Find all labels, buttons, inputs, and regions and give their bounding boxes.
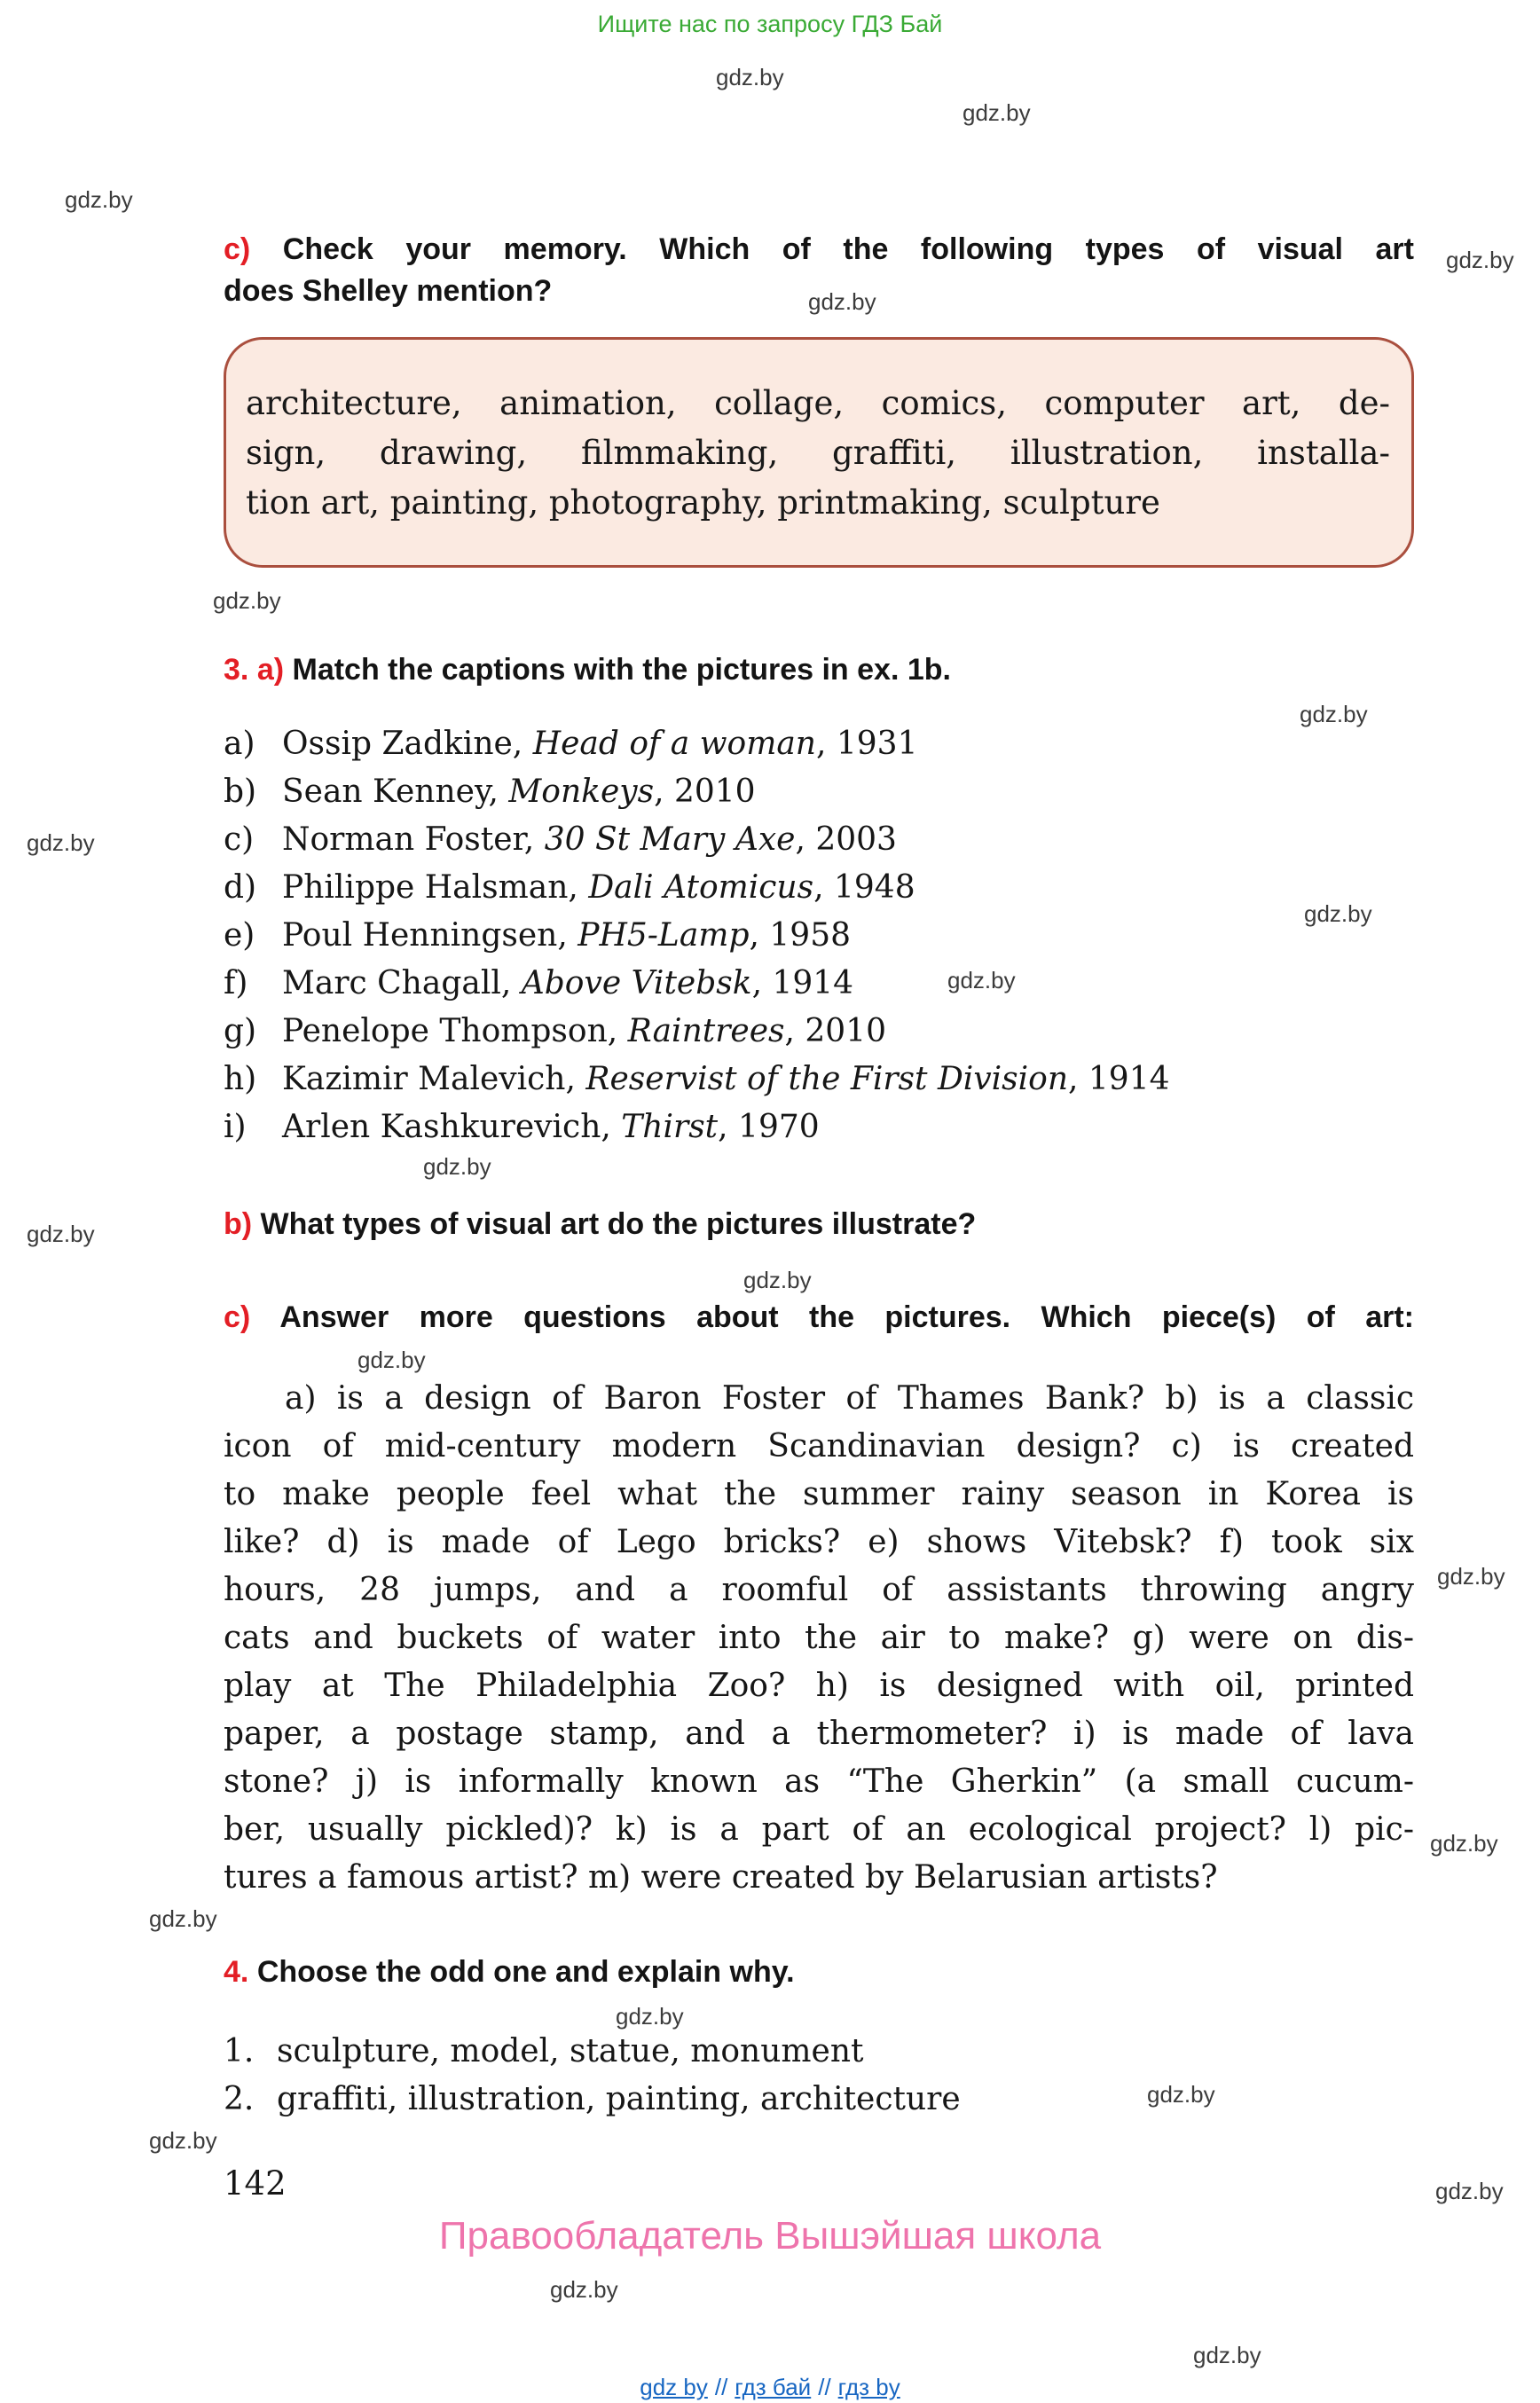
exercise-c-title-line1: Check your memory. Which of the following types of visual art (282, 232, 1414, 266)
paragraph-line: tures a famous artist? m) were created by Belarusian artists? (224, 1859, 1218, 1896)
exercise-3-number: 3. (224, 653, 249, 687)
caption-author: Philippe Halsman, (282, 869, 589, 906)
paragraph-line: icon of mid-century modern Scandinavian design? c) is created (224, 1428, 1414, 1465)
caption-author: Marc Chagall, (282, 965, 522, 1001)
paragraph-line: hours, 28 jumps, and a roomful of assistants throwing angry (224, 1572, 1414, 1608)
caption-work-title: 30 St Mary Axe (544, 821, 796, 858)
caption-year: , 1914 (751, 965, 854, 1001)
watermark: gdz.by (743, 1267, 812, 1293)
watermark: gdz.by (1193, 2342, 1261, 2368)
footer-link-3[interactable]: гдз by (837, 2374, 900, 2400)
caption-work-title: Dali Atomicus (588, 869, 814, 906)
watermark: gdz.by (947, 967, 1016, 993)
caption-item (224, 960, 1414, 1008)
caption-letter: b) (224, 774, 257, 810)
watermark: gdz.by (550, 2276, 618, 2303)
paragraph-line: ber, usually pickled)? k) is a part of an ecological project? l) pic- (224, 1811, 1414, 1848)
exercise-3a-title: Match the captions with the pictures in ex. 1b. (292, 653, 951, 687)
exercise-3c-paragraph (224, 1375, 1414, 1902)
watermark: gdz.by (1430, 1830, 1498, 1857)
caption-work-title: Thirst (621, 1109, 719, 1145)
page-number: 142 (224, 2164, 287, 2203)
caption-item (224, 864, 1414, 912)
watermark: gdz.by (808, 288, 876, 315)
caption-item (224, 912, 1414, 960)
caption-work-title: Head of a woman (532, 726, 816, 762)
watermark: gdz.by (1300, 701, 1368, 727)
watermark: gdz.by (27, 829, 95, 856)
caption-author: Norman Foster, (282, 821, 545, 858)
watermark: gdz.by (65, 186, 133, 213)
paragraph-line: a) is a design of Baron Foster of Thames Bank? b) is a classic (285, 1380, 1414, 1417)
paragraph-line: like? d) is made of Lego bricks? e) shows Vitebsk? f) took six (224, 1524, 1414, 1560)
exercise-3b-title: What types of visual art do the pictures illustrate? (260, 1207, 977, 1241)
caption-author: Ossip Zadkine, (282, 726, 533, 762)
caption-work-title: Raintrees (627, 1013, 785, 1049)
word-box-line: tion art, painting, photography, printmaking, sculpture (246, 483, 1160, 522)
caption-item (224, 1103, 1414, 1151)
watermark: gdz.by (1437, 1563, 1505, 1590)
paragraph-line: cats and buckets of water into the air to make? g) were on dis- (224, 1620, 1414, 1656)
caption-item (224, 1008, 1414, 1056)
paragraph-line: paper, a postage stamp, and a thermometer? i) is made of lava (224, 1716, 1414, 1752)
watermark: gdz.by (423, 1153, 491, 1180)
odd-one-item (224, 2076, 1414, 2124)
word-box-line: architecture, animation, collage, comics, computer art, de- (246, 384, 1390, 422)
exercise-3c-title: Answer more questions about the pictures. Which piece(s) of art: (279, 1300, 1415, 1334)
caption-letter: i) (224, 1109, 247, 1145)
paragraph-line: stone? j) is informally known as “The Gherkin” (a small cucum- (224, 1763, 1414, 1800)
caption-author: Arlen Kashkurevich, (282, 1109, 622, 1145)
exercise-4-list (224, 2028, 1414, 2124)
exercise-4-heading (224, 1951, 1414, 1993)
exercise-3a-label: a) (256, 653, 285, 687)
caption-work-title: Above Vitebsk (521, 965, 752, 1001)
caption-letter: d) (224, 869, 257, 906)
exercise-3c-label: c) (224, 1300, 251, 1334)
caption-year: , 1948 (813, 869, 915, 906)
exercise-3c-heading (224, 1297, 1414, 1339)
caption-letter: e) (224, 917, 255, 954)
caption-year: , 2010 (654, 774, 756, 810)
caption-letter: a) (224, 726, 255, 762)
watermark: gdz.by (213, 587, 281, 614)
caption-author: Sean Kenney, (282, 774, 509, 810)
item-text: graffiti, illustration, painting, architecture (277, 2081, 961, 2117)
item-number: 2. (224, 2081, 255, 2117)
watermark: gdz.by (1147, 2081, 1215, 2108)
caption-year: , 2003 (795, 821, 897, 858)
caption-work-title: PH5-Lamp (578, 917, 750, 954)
caption-item (224, 768, 1414, 816)
watermark: gdz.by (1435, 2178, 1504, 2204)
footer-link-1[interactable]: gdz by (640, 2374, 708, 2400)
caption-year: , 1958 (749, 917, 852, 954)
word-box (224, 337, 1414, 568)
watermark: gdz.by (962, 99, 1031, 126)
watermark: gdz.by (149, 1905, 217, 1932)
caption-letter: c) (224, 821, 255, 858)
watermark: gdz.by (1446, 247, 1514, 273)
caption-year: , 1970 (718, 1109, 820, 1145)
captions-list (224, 720, 1414, 1151)
exercise-c-heading-line2 (224, 271, 1414, 312)
watermark: gdz.by (716, 64, 784, 90)
caption-letter: g) (224, 1013, 257, 1049)
exercise-c-label: c) (224, 232, 251, 266)
caption-year: , 1914 (1068, 1061, 1170, 1097)
exercise-3b-heading (224, 1204, 1414, 1245)
caption-year: , 2010 (784, 1013, 887, 1049)
footer-separator: // (818, 2374, 831, 2400)
footer-separator: // (714, 2374, 728, 2400)
item-number: 1. (224, 2033, 255, 2069)
caption-item (224, 720, 1414, 768)
paragraph-line: to make people feel what the summer rainy season in Korea is (224, 1476, 1414, 1512)
caption-letter: f) (224, 965, 248, 1001)
caption-item (224, 816, 1414, 864)
odd-one-item (224, 2028, 1414, 2076)
watermark: gdz.by (1304, 900, 1372, 927)
watermark: gdz.by (358, 1347, 426, 1373)
footer-link-2[interactable]: гдз бай (735, 2374, 812, 2400)
caption-letter: h) (224, 1061, 257, 1097)
exercise-c-title-line2: does Shelley mention? (224, 274, 553, 308)
caption-item (224, 1056, 1414, 1103)
footer-links (0, 2374, 1540, 2401)
watermark: gdz.by (27, 1221, 95, 1247)
exercise-3b-label: b) (224, 1207, 253, 1241)
item-text: sculpture, model, statue, monument (277, 2033, 864, 2069)
watermark: gdz.by (616, 2003, 684, 2030)
caption-work-title: Monkeys (508, 774, 655, 810)
exercise-4-title: Choose the odd one and explain why. (256, 1955, 795, 1989)
exercise-3-heading (224, 649, 1414, 691)
caption-author: Poul Henningsen, (282, 917, 578, 954)
caption-year: , 1931 (815, 726, 918, 762)
caption-work-title: Reservist of the First Division (585, 1061, 1069, 1097)
paragraph-line: play at The Philadelphia Zoo? h) is designed with oil, printed (224, 1668, 1414, 1704)
watermark: gdz.by (149, 2127, 217, 2154)
exercise-4-number: 4. (224, 1955, 249, 1989)
caption-author: Penelope Thompson, (282, 1013, 628, 1049)
promo-banner: Ищите нас по запросу ГДЗ Бай (597, 11, 943, 37)
exercise-c-heading (224, 229, 1414, 271)
caption-author: Kazimir Malevich, (282, 1061, 586, 1097)
word-box-line: sign, drawing, filmmaking, graffiti, illustration, installa- (246, 434, 1390, 472)
copyright-notice: Правообладатель Вышэйшая школа (438, 2214, 1102, 2258)
